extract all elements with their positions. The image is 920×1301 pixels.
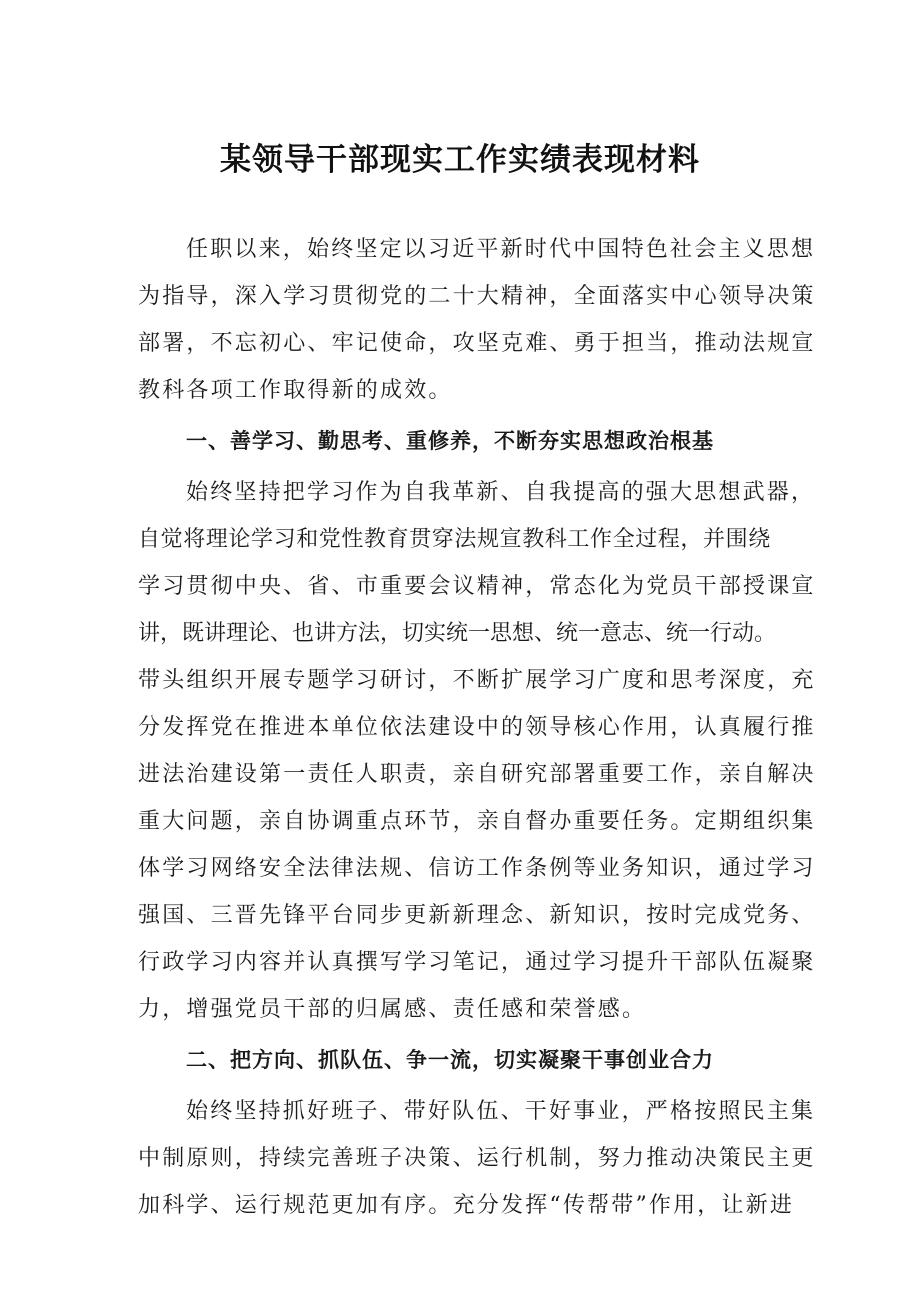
paragraph-line: 重大问题，亲自协调重点环节，亲自督办重要任务。定期组织集	[138, 809, 816, 834]
paragraph-line: 教科各项工作取得新的成效。	[138, 378, 453, 403]
paragraph-line: 中制原则，持续完善班子决策、运行机制，努力推动决策民主更	[138, 1146, 816, 1171]
document-body	[138, 226, 816, 1229]
paragraph-line: 加科学、运行规范更加有序。充分发挥“传帮带”作用，让新进	[138, 1193, 795, 1218]
paragraph-line: 始终坚持把学习作为自我革新、自我提高的强大思想武器，	[186, 480, 816, 505]
paragraph-line: 力，增强党员干部的归属感、责任感和荣誉感。	[138, 997, 647, 1022]
paragraph-line: 始终坚持抓好班子、带好队伍、干好事业，严格按照民主集	[186, 1099, 816, 1124]
section-heading: 一、善学习、勤思考、重修养，不断夯实思想政治根基	[186, 429, 714, 453]
paragraph-line: 讲，既讲理论、也讲方法，切实统一思想、统一意志、统一行动。	[138, 621, 777, 646]
paragraph-line: 分发挥党在推进本单位依法建设中的领导核心作用，认真履行推	[138, 715, 816, 740]
paragraph-line: 行政学习内容并认真撰写学习笔记，通过学习提升干部队伍凝聚	[138, 950, 816, 975]
paragraph-line: 体学习网络安全法律法规、信访工作条例等业务知识，通过学习	[138, 856, 816, 881]
paragraph-line: 强国、三晋先锋平台同步更新新理念、新知识，按时完成党务、	[138, 903, 816, 928]
paragraph-line: 自觉将理论学习和党性教育贯穿法规宣教科工作全过程，并围绕	[138, 527, 771, 552]
paragraph-line: 部署，不忘初心、牢记使命，攻坚克难、勇于担当，推动法规宣	[138, 331, 816, 356]
paragraph-line: 学习贯彻中央、省、市重要会议精神，常态化为党员干部授课宣	[138, 574, 816, 599]
paragraph-line: 任职以来，始终坚定以习近平新时代中国特色社会主义思想	[186, 237, 816, 262]
section-heading: 二、把方向、抓队伍、争一流，切实凝聚干事创业合力	[186, 1048, 714, 1072]
paragraph-line: 带头组织开展专题学习研讨，不断扩展学习广度和思考深度，充	[138, 668, 816, 693]
paragraph-line: 为指导，深入学习贯彻党的二十大精神，全面落实中心领导决策	[138, 284, 816, 309]
document-title: 某领导干部现实工作实绩表现材料	[220, 142, 700, 178]
paragraph-line: 进法治建设第一责任人职责，亲自研究部署重要工作，亲自解决	[138, 762, 816, 787]
